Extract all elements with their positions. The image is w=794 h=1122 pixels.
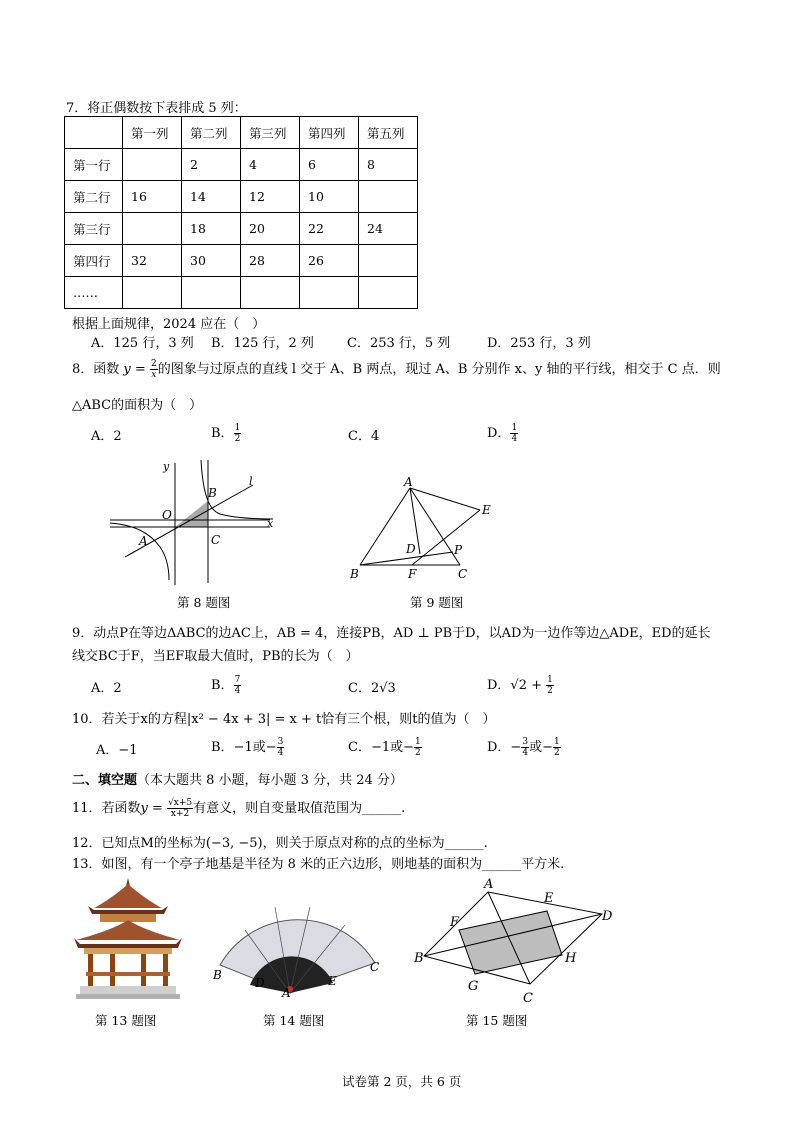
label-y: y <box>163 460 170 473</box>
frac-den: 2 <box>553 748 560 758</box>
q9-option-b <box>211 674 241 696</box>
table-cell: 22 <box>300 213 359 245</box>
q10-option-d-frac1 <box>521 737 529 758</box>
q7-stem: 7．将正偶数按下表排成 5 列： <box>66 101 247 116</box>
q10-option-a: A．−1 <box>96 743 138 758</box>
shaded-rectangle <box>459 911 562 974</box>
table-header-cell: 第三列 <box>241 117 300 149</box>
section-2-heading <box>72 769 403 788</box>
label-c: C <box>458 567 468 581</box>
table-cell: 20 <box>241 213 300 245</box>
frac-den: 2 <box>415 748 421 758</box>
table-cell <box>241 277 300 309</box>
q7-option-d: D．253 行，3 列 <box>487 336 591 351</box>
q10-option-b-label: B．−1或− <box>211 740 277 755</box>
q10-option-c <box>348 736 422 758</box>
table-cell: 24 <box>359 213 418 245</box>
page-footer: 试卷第 2 页，共 6 页 <box>342 1074 462 1089</box>
q8-option-c: C．4 <box>348 429 380 444</box>
label-p: P <box>454 543 463 557</box>
label-f: F <box>408 567 417 581</box>
table-cell: 第一行 <box>65 149 123 181</box>
q11-prefix: 11．若函数 <box>72 801 141 816</box>
q8-stem-line2: △ABC的面积为（ ） <box>72 398 203 413</box>
figure-9-caption: 第 9 题图 <box>410 595 464 610</box>
frac-num: 1 <box>511 423 518 433</box>
frac-num: 1 <box>234 423 241 433</box>
table-cell: 4 <box>241 149 300 181</box>
label-d: D <box>602 909 613 924</box>
q8-stem-prefix: 8．函数 <box>72 362 120 377</box>
q8-option-b-label: B． <box>211 426 234 441</box>
frac-num: 1 <box>415 737 421 747</box>
frac-num: 1 <box>547 675 553 685</box>
segment-ae <box>410 488 480 510</box>
label-c: C <box>370 960 380 974</box>
q8-option-d-label: D． <box>487 426 511 441</box>
q10-option-b-frac <box>277 737 285 758</box>
q8-option-b-frac <box>234 423 242 444</box>
q8-frac-den: x <box>151 370 157 380</box>
table-cell: 8 <box>359 149 418 181</box>
q7-option-c: C．253 行，5 列 <box>347 336 451 351</box>
label-e: E <box>328 974 337 988</box>
table-cell: 2 <box>182 149 241 181</box>
figure-14-fan <box>205 885 395 1000</box>
shaded-triangle <box>175 501 208 527</box>
q13-stem: 13．如图，有一个亭子地基是半径为 8 米的正六边形，则地基的面积为______平方米. <box>72 857 565 872</box>
q9-option-b-frac <box>234 675 242 696</box>
table-cell <box>182 277 241 309</box>
table-header-cell: 第五列 <box>359 117 418 149</box>
label-c: C <box>523 991 533 1006</box>
frac-den: 4 <box>277 748 284 758</box>
table-header-cell: 第四列 <box>300 117 359 149</box>
label-f: F <box>450 915 460 930</box>
frac-num: 3 <box>522 737 529 747</box>
frac-num: 1 <box>553 737 560 747</box>
q8-option-d <box>487 422 518 444</box>
table-cell <box>123 213 182 245</box>
table-cell: 第四行 <box>65 245 123 277</box>
table-cell: 26 <box>300 245 359 277</box>
q8-frac-num: 2 <box>150 359 157 369</box>
q10-option-d-mid: 或− <box>529 740 553 755</box>
q9-option-d-label: D．√2 + <box>487 678 547 693</box>
label-b: B <box>414 951 424 966</box>
q9-option-a: A．2 <box>91 681 122 696</box>
table-cell <box>359 277 418 309</box>
label-a: A <box>404 475 413 489</box>
q8-stem-rest: 的图象与过原点的直线 l 交于 A、B 两点，现过 A、B 分别作 x、y 轴的平行线，相交于 C 点．则 <box>157 362 721 377</box>
figure-15 <box>410 878 620 1008</box>
label-a: A <box>139 534 148 548</box>
frac-den: x+2 <box>170 809 190 819</box>
label-x: x <box>267 517 274 530</box>
label-l: l <box>249 475 253 488</box>
figure-13-caption: 第 13 题图 <box>95 1013 157 1028</box>
frac-den: 2 <box>234 434 241 444</box>
label-b: B <box>208 486 217 500</box>
table-cell <box>123 277 182 309</box>
q10-option-c-label: C．−1或− <box>348 740 415 755</box>
q7-option-a: A．125 行，3 列 <box>91 336 194 351</box>
label-o: O <box>162 508 172 522</box>
hyperbola-branch-2 <box>110 523 169 580</box>
table-header-cell: 第一列 <box>123 117 182 149</box>
q7-question: 根据上面规律，2024 应在（ ） <box>72 317 266 332</box>
q10-option-c-frac <box>414 737 422 758</box>
table-row <box>65 245 418 277</box>
segment-ac <box>410 488 460 565</box>
frac-num: √x+5 <box>168 798 193 808</box>
q7-option-b: B．125 行，2 列 <box>211 336 314 351</box>
table-cell: 16 <box>123 181 182 213</box>
figure-9 <box>340 470 510 585</box>
table-cell: 28 <box>241 245 300 277</box>
label-b: B <box>213 968 222 982</box>
section-2-title: 二、填空题 <box>72 773 138 788</box>
label-h: H <box>565 951 577 966</box>
q8-option-b <box>211 422 241 444</box>
table-cell: 12 <box>241 181 300 213</box>
q10-option-d <box>487 736 561 758</box>
q9-option-c: C．2√3 <box>348 681 396 696</box>
q12-stem: 12．已知点M的坐标为(−3, −5)，则关于原点对称的点的坐标为______. <box>72 836 488 851</box>
table-cell <box>359 245 418 277</box>
table-row <box>65 181 418 213</box>
figure-8-caption: 第 8 题图 <box>177 595 231 610</box>
q9-stem: 9．动点P在等边ΔABC的边AC上，AB = 4，连接PB，AD ⊥ PB于D，以AD为一边作等边△ADE，ED的延长 <box>72 626 711 641</box>
q10-option-b <box>211 736 284 758</box>
q9-option-d <box>487 674 554 696</box>
table-cell: …… <box>65 277 123 309</box>
table-row <box>65 277 418 309</box>
q8-stem <box>72 358 721 380</box>
table-cell <box>123 149 182 181</box>
q7-table <box>64 116 418 309</box>
table-cell <box>300 277 359 309</box>
table-cell: 14 <box>182 181 241 213</box>
table-cell: 6 <box>300 149 359 181</box>
frac-num: 3 <box>277 737 284 747</box>
label-d: D <box>406 542 416 556</box>
q10-option-d-frac2 <box>553 737 561 758</box>
q8-fraction <box>150 359 158 380</box>
label-a: A <box>282 986 291 1000</box>
q10-option-d-label: D．− <box>487 740 522 755</box>
table-row <box>65 117 418 149</box>
table-row <box>65 213 418 245</box>
segment-ab <box>360 488 410 565</box>
q8-func-y: y <box>123 362 131 377</box>
table-cell: 30 <box>182 245 241 277</box>
figure-15-caption: 第 15 题图 <box>466 1013 528 1028</box>
q8-option-a: A．2 <box>91 429 122 444</box>
frac-den: 2 <box>547 686 553 696</box>
label-a: A <box>484 878 494 892</box>
q11-fraction <box>167 798 193 819</box>
q9-stem-line2: 线交BC于F，当EF取最大值时，PB的长为（ ） <box>72 649 359 664</box>
frac-num: 7 <box>234 675 241 685</box>
table-cell <box>359 181 418 213</box>
figure-13-pavilion <box>72 876 184 1001</box>
frac-den: 4 <box>234 686 241 696</box>
table-header-cell <box>65 117 123 149</box>
frac-den: 4 <box>522 748 529 758</box>
q9-option-d-frac <box>546 675 554 696</box>
table-cell: 第三行 <box>65 213 123 245</box>
figure-14-caption: 第 14 题图 <box>263 1013 325 1028</box>
q11-stem <box>72 797 405 819</box>
frac-den: 4 <box>511 434 518 444</box>
q8-option-d-frac <box>510 423 518 444</box>
table-header-cell: 第二列 <box>182 117 241 149</box>
table-row <box>65 149 418 181</box>
table-cell: 第二行 <box>65 181 123 213</box>
label-b: B <box>350 567 359 581</box>
q9-option-b-label: B． <box>211 678 234 693</box>
section-2-note: （本大题共 8 小题，每小题 3 分，共 24 分） <box>137 773 403 788</box>
label-e: E <box>482 503 491 517</box>
q11-rest: 有意义，则自变量取值范围为______. <box>193 801 406 816</box>
label-e: E <box>544 891 554 906</box>
figure-8 <box>105 455 280 590</box>
table-cell: 32 <box>123 245 182 277</box>
table-cell: 18 <box>182 213 241 245</box>
q10-stem: 10．若关于x的方程|x² − 4x + 3| = x + t恰有三个根，则t的值为（ ） <box>72 712 496 727</box>
label-c: C <box>211 533 221 547</box>
q11-func: y = <box>140 801 163 816</box>
q8-func-eq: = <box>134 362 146 377</box>
label-g: G <box>468 979 479 994</box>
table-cell: 10 <box>300 181 359 213</box>
label-d: D <box>255 976 265 990</box>
